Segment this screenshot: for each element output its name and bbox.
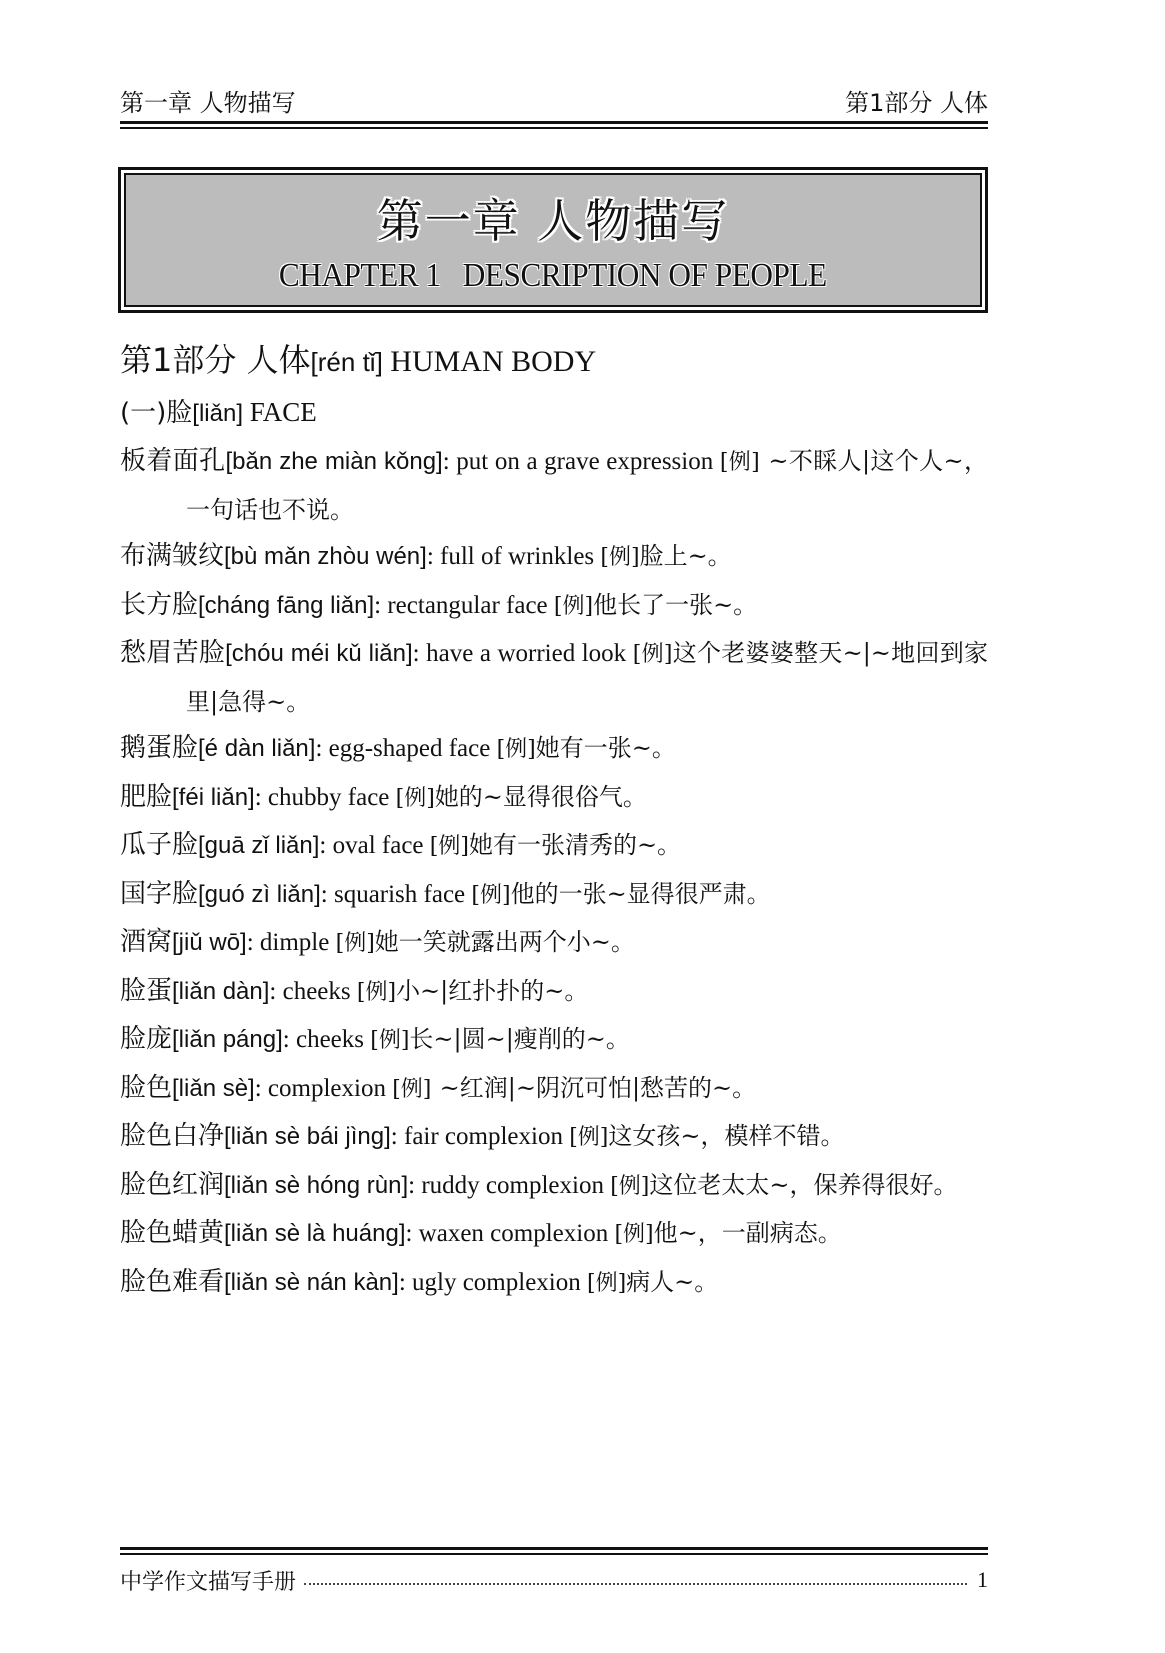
glossary-list xyxy=(120,438,988,1307)
entry-pinyin: [guā zǐ liǎn] xyxy=(198,832,320,859)
section-heading xyxy=(120,388,988,436)
glossary-entry xyxy=(120,438,988,533)
entry-example: 她有一张清秀的~。 xyxy=(468,831,682,859)
chapter-title-panel xyxy=(124,173,982,307)
entry-definition: : dimple xyxy=(246,929,336,956)
entry-term: 脸色蜡黄 xyxy=(120,1218,225,1248)
glossary-entry xyxy=(120,1113,988,1162)
entry-definition: : full of wrinkles xyxy=(426,543,601,570)
entry-example: 小~|红扑扑的~。 xyxy=(396,976,589,1005)
glossary-entry xyxy=(120,1016,988,1065)
entry-pinyin: [liǎn dàn] xyxy=(172,977,270,1005)
entry-term: 板着面孔 xyxy=(120,446,226,476)
entry-term: 布满皱纹 xyxy=(120,541,225,571)
entry-pinyin: [liǎn sè bái jìng] xyxy=(224,1123,391,1150)
entry-pinyin: [bǎn zhe miàn kǒng] xyxy=(225,448,443,475)
entry-example: 这个老婆婆整天~|~地回到家里|急得~。 xyxy=(186,639,988,716)
entry-definition: : ugly complexion xyxy=(398,1268,587,1296)
entry-pinyin: [féi liǎn] xyxy=(172,783,255,811)
example-label: [例] xyxy=(600,545,640,570)
example-label: [例] xyxy=(335,931,375,956)
entry-pinyin: [liǎn páng] xyxy=(172,1026,283,1053)
entry-term: 鹅蛋脸 xyxy=(120,733,199,763)
entry-definition: : cheeks xyxy=(282,1026,371,1053)
example-label: [例] xyxy=(719,450,760,475)
part-heading-chinese: 第1部分 人体 xyxy=(120,341,311,379)
example-label: [例] xyxy=(553,593,594,619)
example-label: [例] xyxy=(356,979,397,1005)
entry-example: 他的一张~显得很严肃。 xyxy=(510,879,771,908)
header-chapter-title: 第一章 人物描写 xyxy=(120,89,296,117)
glossary-entry xyxy=(120,582,988,631)
entry-example: 她一笑就露出两个小~。 xyxy=(374,928,635,956)
example-label: [例] xyxy=(370,1028,410,1053)
entry-example: 长~|圆~|瘦削的~。 xyxy=(409,1025,630,1053)
entry-term: 瓜子脸 xyxy=(120,830,199,860)
glossary-entry xyxy=(120,1065,988,1114)
entry-example: 病人~。 xyxy=(626,1267,719,1296)
entry-example: 这位老太太~，保养得很好。 xyxy=(649,1170,958,1199)
entry-example: 她的~显得很俗气。 xyxy=(434,782,647,811)
entry-term: 脸色红润 xyxy=(120,1169,225,1200)
entry-definition: : egg-shaped face xyxy=(315,735,497,762)
entry-definition: : ruddy complexion xyxy=(408,1171,611,1199)
chapter-title-english: CHAPTER 1 DESCRIPTION OF PEOPLE xyxy=(279,257,827,294)
page-number: 1 xyxy=(977,1567,988,1592)
part-heading-pinyin: [rén tǐ] xyxy=(310,347,383,377)
entry-term: 长方脸 xyxy=(120,589,199,620)
entry-example: 他~，一副病态。 xyxy=(653,1219,842,1247)
entry-example: ~不睬人|这个人~，一句话也不说。 xyxy=(186,447,988,524)
example-label: [例] xyxy=(632,642,673,667)
example-label: [例] xyxy=(569,1125,609,1150)
entry-pinyin: [é dàn liǎn] xyxy=(198,735,316,762)
entry-term: 脸色白净 xyxy=(120,1121,225,1151)
entry-term: 脸色难看 xyxy=(120,1266,225,1297)
entry-definition: : squarish face xyxy=(320,880,472,908)
entry-term: 酒窝 xyxy=(120,927,173,957)
section-heading-english: FACE xyxy=(243,397,317,427)
dot-leader xyxy=(304,1583,967,1585)
example-label: [例] xyxy=(395,785,435,811)
entry-definition: : complexion xyxy=(254,1074,393,1102)
entry-definition: : oval face xyxy=(319,832,430,859)
entry-pinyin: [bù mǎn zhòu wén] xyxy=(224,543,427,570)
entry-definition: : have a worried look xyxy=(412,640,633,667)
footer-book-title: 中学作文描写手册 xyxy=(120,1569,297,1595)
entry-pinyin: [chóu méi kǔ liǎn] xyxy=(225,640,413,667)
glossary-entry xyxy=(120,533,988,582)
header-part-title: 第1部分 人体 xyxy=(845,89,988,117)
entry-example: 她有一张~。 xyxy=(535,734,676,762)
glossary-entry xyxy=(120,822,988,871)
glossary-entry xyxy=(120,774,988,823)
glossary-entry xyxy=(120,630,988,725)
part-heading-english: HUMAN BODY xyxy=(382,345,597,378)
glossary-entry xyxy=(120,1259,988,1308)
entry-pinyin: [liǎn sè nán kàn] xyxy=(224,1268,399,1296)
entry-definition: : rectangular face xyxy=(374,591,554,619)
entry-definition: : put on a grave expression xyxy=(442,448,720,475)
entry-pinyin: [guó zì liǎn] xyxy=(198,880,321,908)
entry-term: 肥脸 xyxy=(120,781,173,812)
glossary-entry xyxy=(120,1210,988,1259)
entry-pinyin: [jiǔ wō] xyxy=(172,929,247,956)
glossary-entry xyxy=(120,919,988,968)
example-label: [例] xyxy=(471,882,511,908)
entry-pinyin: [cháng fāng liǎn] xyxy=(198,591,375,619)
entry-pinyin: [liǎn sè] xyxy=(172,1074,255,1102)
entry-example: 这女孩~，模样不错。 xyxy=(608,1122,845,1150)
page-content xyxy=(120,336,988,1307)
entry-definition: : waxen complexion xyxy=(405,1220,615,1247)
part-heading xyxy=(120,336,988,384)
example-label: [例] xyxy=(610,1173,650,1199)
running-footer xyxy=(120,1560,988,1600)
example-label: [例] xyxy=(614,1222,654,1247)
entry-term: 脸色 xyxy=(120,1072,173,1103)
entry-example: 他长了一张~。 xyxy=(593,590,758,619)
example-label: [例] xyxy=(429,834,469,859)
chapter-title-box xyxy=(118,167,988,313)
glossary-entry xyxy=(120,871,988,920)
entry-term: 国字脸 xyxy=(120,878,199,909)
chapter-title-chinese: 第一章 人物描写 xyxy=(376,194,730,248)
entry-term: 愁眉苦脸 xyxy=(120,638,226,668)
glossary-entry xyxy=(120,968,988,1017)
entry-pinyin: [liǎn sè hóng rùn] xyxy=(224,1171,409,1199)
entry-pinyin: [liǎn sè là huáng] xyxy=(224,1220,406,1247)
section-heading-chinese: (一)脸 xyxy=(120,398,193,428)
entry-example: 脸上~。 xyxy=(639,542,732,570)
section-heading-pinyin: [liǎn] xyxy=(192,400,243,427)
glossary-entry xyxy=(120,725,988,774)
header-rule xyxy=(120,121,988,129)
entry-definition: : cheeks xyxy=(269,977,357,1005)
example-label: [例] xyxy=(496,737,536,762)
entry-term: 脸庞 xyxy=(120,1024,173,1054)
footer-rule xyxy=(120,1547,988,1555)
running-header xyxy=(120,78,988,118)
entry-example: ~红润|~阴沉可怕|愁苦的~。 xyxy=(439,1073,757,1102)
glossary-entry xyxy=(120,1162,988,1211)
example-label: [例] xyxy=(392,1076,432,1102)
entry-definition: : fair complexion xyxy=(390,1123,570,1150)
example-label: [例] xyxy=(586,1270,627,1296)
entry-term: 脸蛋 xyxy=(120,975,173,1006)
entry-definition: : chubby face xyxy=(254,783,396,811)
